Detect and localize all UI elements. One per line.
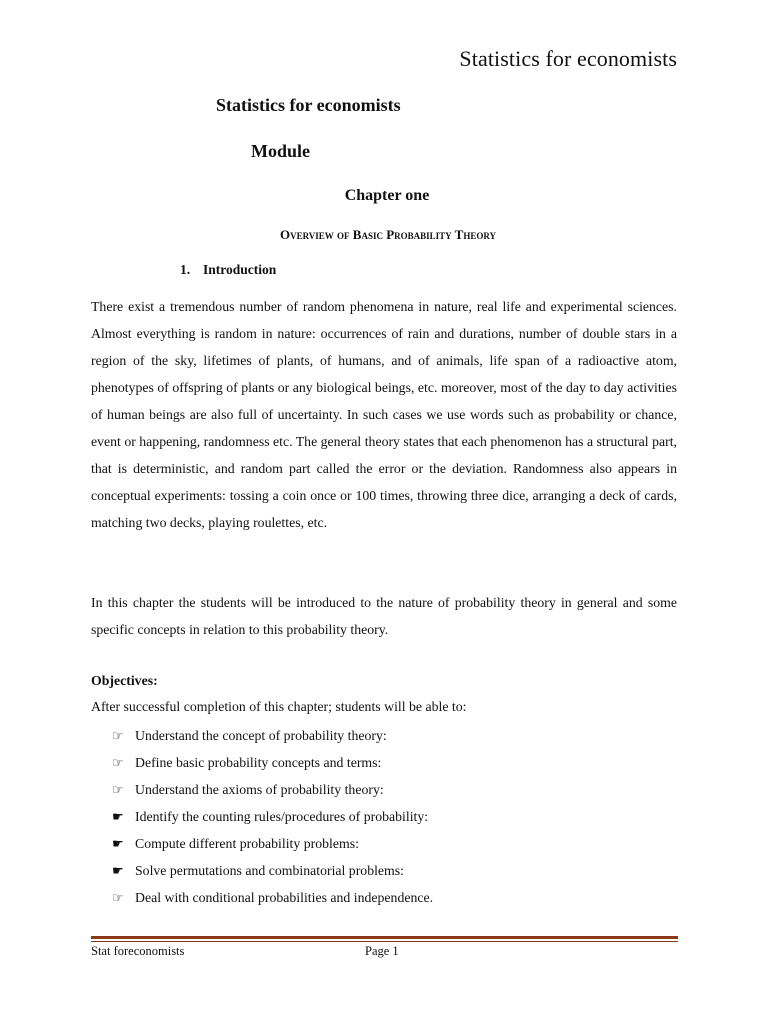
- chapter-title: Chapter one: [344, 187, 430, 204]
- list-item-text: Understand the concept of probability theory:: [135, 728, 387, 743]
- list-item-text: Solve permutations and combinatorial problems:: [135, 863, 404, 878]
- list-item: [112, 752, 433, 779]
- list-item: [112, 833, 433, 860]
- pointing-hand-solid-icon: ☛: [112, 837, 124, 852]
- list-item-text: Deal with conditional probabilities and independence.: [135, 890, 434, 905]
- objectives-heading: Objectives:: [91, 673, 158, 688]
- pointing-hand-solid-icon: ☛: [112, 810, 124, 825]
- pointing-hand-icon: ☞: [112, 756, 124, 771]
- list-item: [112, 887, 433, 914]
- module-title: Module: [251, 141, 311, 161]
- objectives-intro: After successful completion of this chapter; students will be able to:: [91, 699, 467, 714]
- list-item: [112, 779, 433, 806]
- footer-title: Stat foreconomists: [91, 944, 185, 958]
- footer-rule-thick: [91, 936, 678, 939]
- list-item-text: Identify the counting rules/procedures of probability:: [135, 809, 429, 824]
- objectives-list: [112, 725, 433, 914]
- running-header: Statistics for economists: [459, 46, 677, 71]
- list-item: [112, 860, 433, 887]
- section-number: 1.: [180, 262, 191, 277]
- section-title: Introduction: [203, 262, 277, 277]
- list-item: [112, 725, 433, 752]
- section-heading-introduction: [180, 262, 276, 278]
- footer-page-number: Page 1: [365, 944, 399, 958]
- list-item-text: Compute different probability problems:: [135, 836, 359, 851]
- footer-rule-thin: [91, 941, 678, 942]
- pointing-hand-icon: ☞: [112, 729, 124, 744]
- pointing-hand-solid-icon: ☛: [112, 864, 124, 879]
- chapter-scope-paragraph: In this chapter the students will be introduced to the nature of probability theory in general and some specific concepts in relation to this probability theory.: [91, 595, 677, 637]
- document-title: Statistics for economists: [216, 95, 401, 115]
- intro-paragraph: There exist a tremendous number of random phenomena in nature, real life and experimental sciences. Almost everything is random in nature: occurrences of rain and durations, number of double stars in a region of the sky, lifetimes of plants, of humans, and of animals, life span of a radioactive atom, phenotypes of offspring of plants or any biological beings, etc. moreover, most of the day to day activities of human beings are also full of uncertainty. In such cases we use words such as probability or chance, event or happening, randomness etc. The general theory states that each phenomenon has a structural part, that is deterministic, and random part called the error or the deviation. Randomness also appears in conceptual experiments: tossing a coin once or 100 times, throwing three dice, arranging a deck of cards, matching two decks, playing roulettes, etc.: [91, 299, 677, 530]
- list-item-text: Define basic probability concepts and terms:: [135, 755, 382, 770]
- chapter-subtitle: Overview of Basic Probability Theory: [279, 227, 497, 242]
- pointing-hand-icon: ☞: [112, 783, 124, 798]
- pointing-hand-icon: ☞: [112, 891, 124, 906]
- list-item: [112, 806, 433, 833]
- list-item-text: Understand the axioms of probability theory:: [135, 782, 384, 797]
